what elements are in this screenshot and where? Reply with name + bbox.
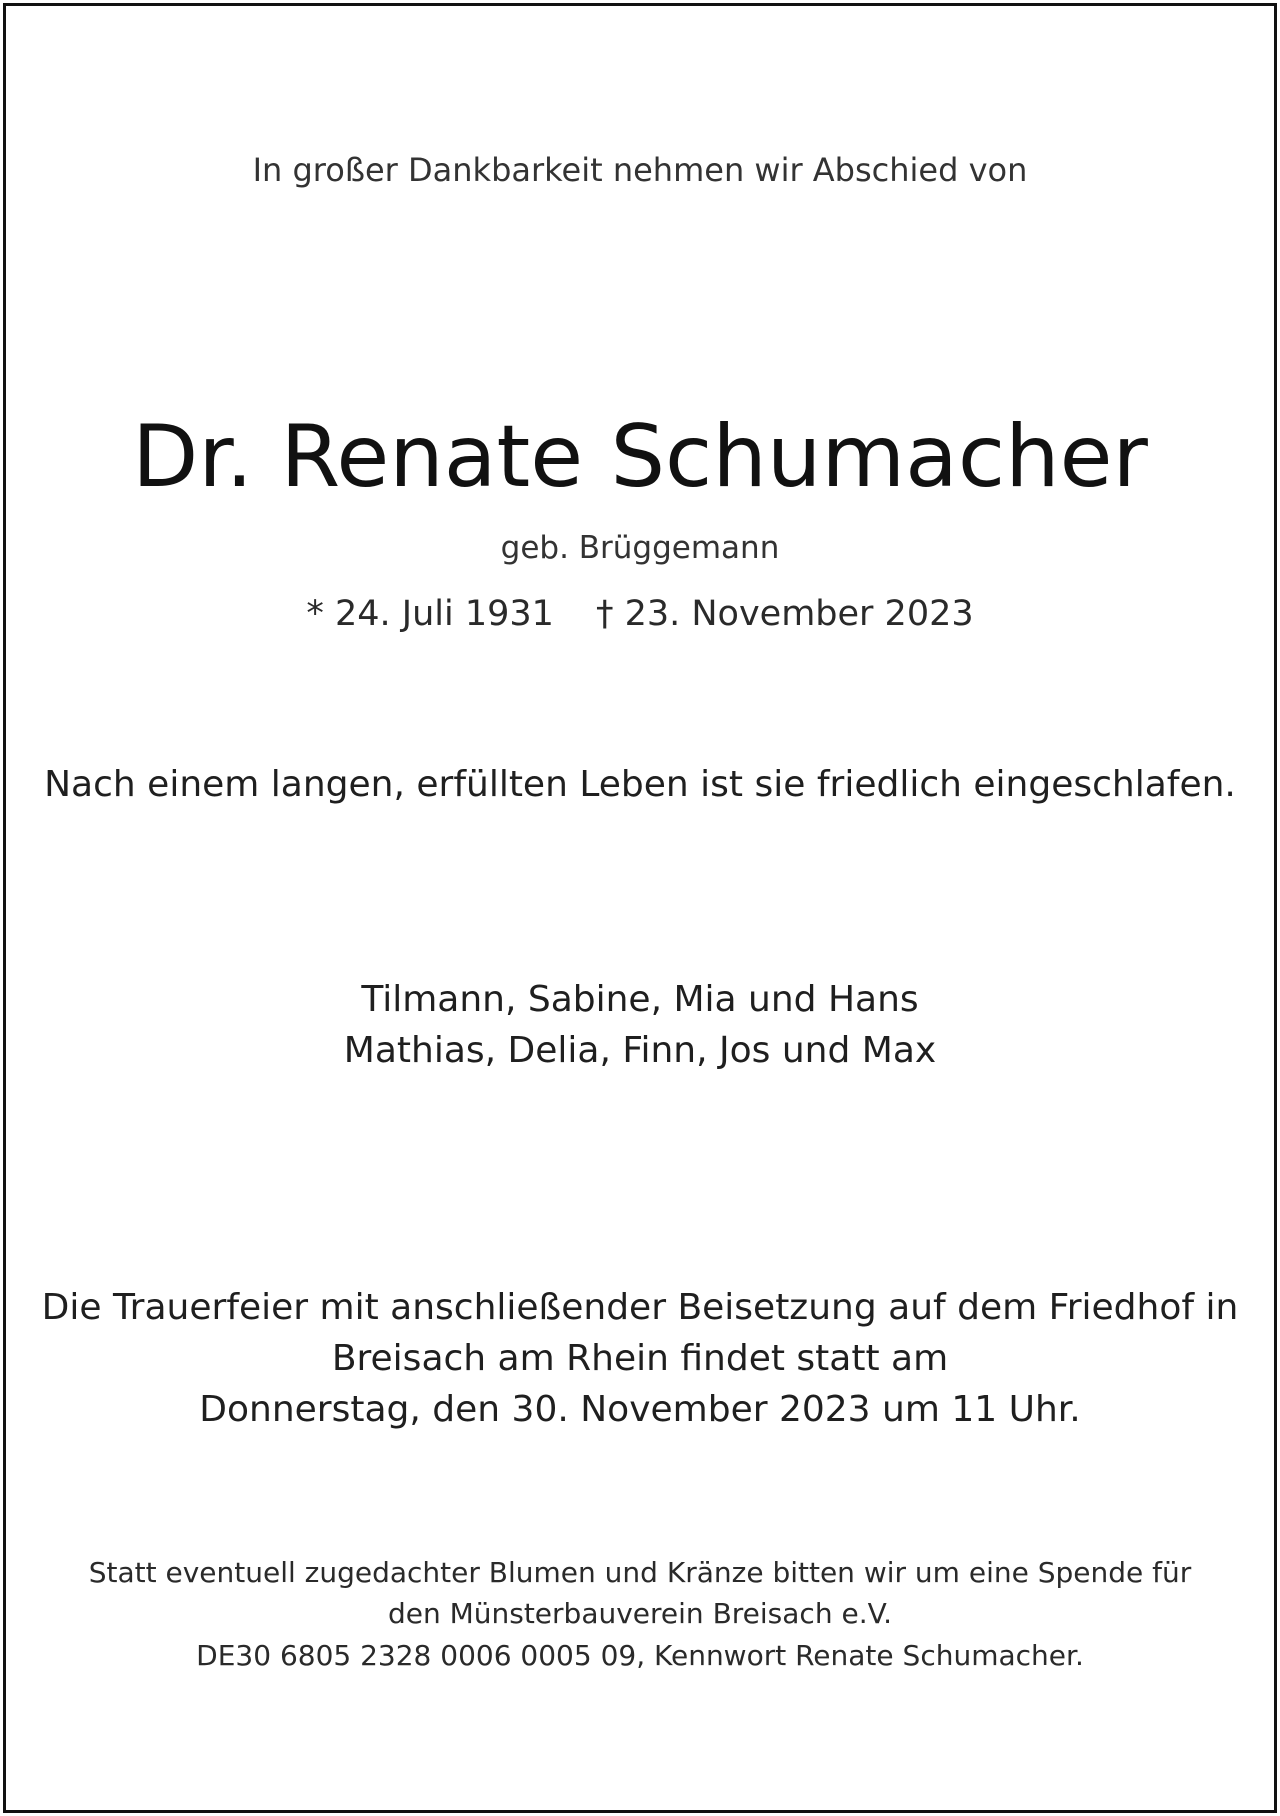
intro-text: In großer Dankbarkeit nehmen wir Abschied von [252, 151, 1028, 189]
donation-line: Statt eventuell zugedachter Blumen und Kränze bitten wir um eine Spende für [88, 1556, 1192, 1589]
farewell-sentence: Nach einem langen, erfüllten Leben ist sie friedlich eingeschlafen. [44, 764, 1236, 805]
notice-border [3, 3, 1277, 1813]
donation-line: DE30 6805 2328 0006 0005 09, Kennwort Renate Schumacher. [196, 1639, 1084, 1672]
life-dates [0, 594, 1280, 634]
ceremony-line: Breisach am Rhein findet statt am [331, 1338, 949, 1379]
deceased-name: Dr. Renate Schumacher [132, 407, 1148, 507]
birth-name: geb. Brüggemann [500, 530, 780, 566]
family-line: Tilmann, Sabine, Mia und Hans [361, 979, 919, 1020]
ceremony-line: Die Trauerfeier mit anschließender Beisetzung auf dem Friedhof in [41, 1287, 1239, 1328]
birth-date: * 24. Juli 1931 [306, 594, 554, 634]
death-date: † 23. November 2023 [595, 594, 974, 634]
ceremony-line: Donnerstag, den 30. November 2023 um 11 Uhr. [199, 1389, 1081, 1430]
family-line: Mathias, Delia, Finn, Jos und Max [343, 1030, 937, 1071]
donation-line: den Münsterbauverein Breisach e.V. [387, 1597, 893, 1630]
